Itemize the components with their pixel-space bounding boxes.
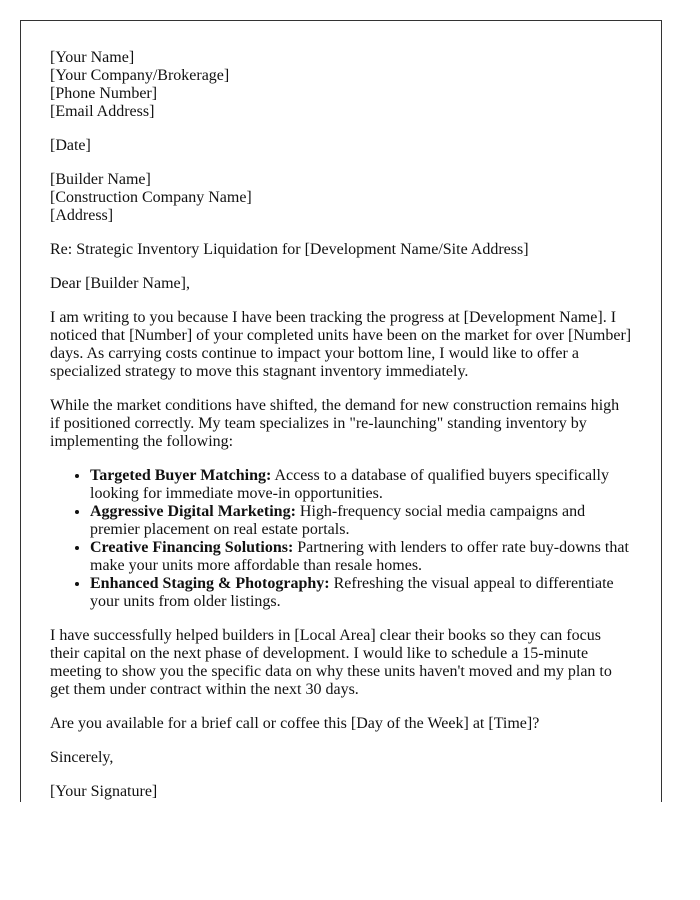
sender-company: [Your Company/Brokerage]	[50, 67, 230, 84]
services-list	[50, 467, 632, 611]
recipient-company: [Construction Company Name]	[50, 189, 252, 206]
results-paragraph: I have successfully helped builders in [Local Area] clear their books so they can focus their capital on the next phase of development. I would like to schedule a 15-minute meeting to show you the specific data on why these units haven't moved and my plan to get them under contract within the next 30 days.	[50, 627, 612, 698]
sender-name: [Your Name]	[50, 49, 135, 66]
letter-document	[20, 20, 662, 802]
service-item-financing	[90, 539, 632, 575]
sender-block	[50, 49, 632, 121]
service-item-digital-marketing	[90, 503, 632, 539]
recipient-block	[50, 171, 632, 225]
service-title: Enhanced Staging & Photography:	[90, 575, 330, 592]
sender-email: [Email Address]	[50, 103, 155, 120]
service-description: High-frequency social media campaigns and premier placement on real estate portals.	[90, 503, 586, 538]
intro-paragraph: I am writing to you because I have been tracking the progress at [Development Name]. I noticed that [Number] of your completed units have been on the market for over [Number] days. As carrying costs continue to impact your bottom line, I would like to offer a specialized strategy to move this stagnant inventory immediately.	[50, 309, 632, 380]
service-title: Aggressive Digital Marketing:	[90, 503, 296, 520]
subject-line: Re: Strategic Inventory Liquidation for [Development Name/Site Address]	[50, 241, 529, 258]
service-description: Refreshing the visual appeal to differentiate your units from older listings.	[90, 575, 614, 610]
salutation: Dear [Builder Name],	[50, 275, 190, 292]
strategy-paragraph: While the market conditions have shifted, the demand for new construction remains high if positioned correctly. My team specializes in "re-launching" standing inventory by implementing the following:	[50, 397, 620, 450]
recipient-address: [Address]	[50, 207, 114, 224]
service-title: Targeted Buyer Matching:	[90, 467, 272, 484]
service-item-buyer-matching	[90, 467, 632, 503]
letter-date: [Date]	[50, 137, 91, 154]
service-description: Access to a database of qualified buyers specifically looking for immediate move-in opportunities.	[90, 467, 609, 502]
page-viewport	[20, 20, 662, 802]
signature: [Your Signature]	[50, 783, 158, 800]
call-to-action-paragraph: Are you available for a brief call or coffee this [Day of the Week] at [Time]?	[50, 715, 540, 732]
service-item-staging	[90, 575, 632, 611]
closing: Sincerely,	[50, 749, 114, 766]
recipient-name: [Builder Name]	[50, 171, 151, 188]
service-description: Partnering with lenders to offer rate buy-downs that make your units more affordable than resale homes.	[90, 539, 629, 574]
service-title: Creative Financing Solutions:	[90, 539, 294, 556]
sender-phone: [Phone Number]	[50, 85, 158, 102]
